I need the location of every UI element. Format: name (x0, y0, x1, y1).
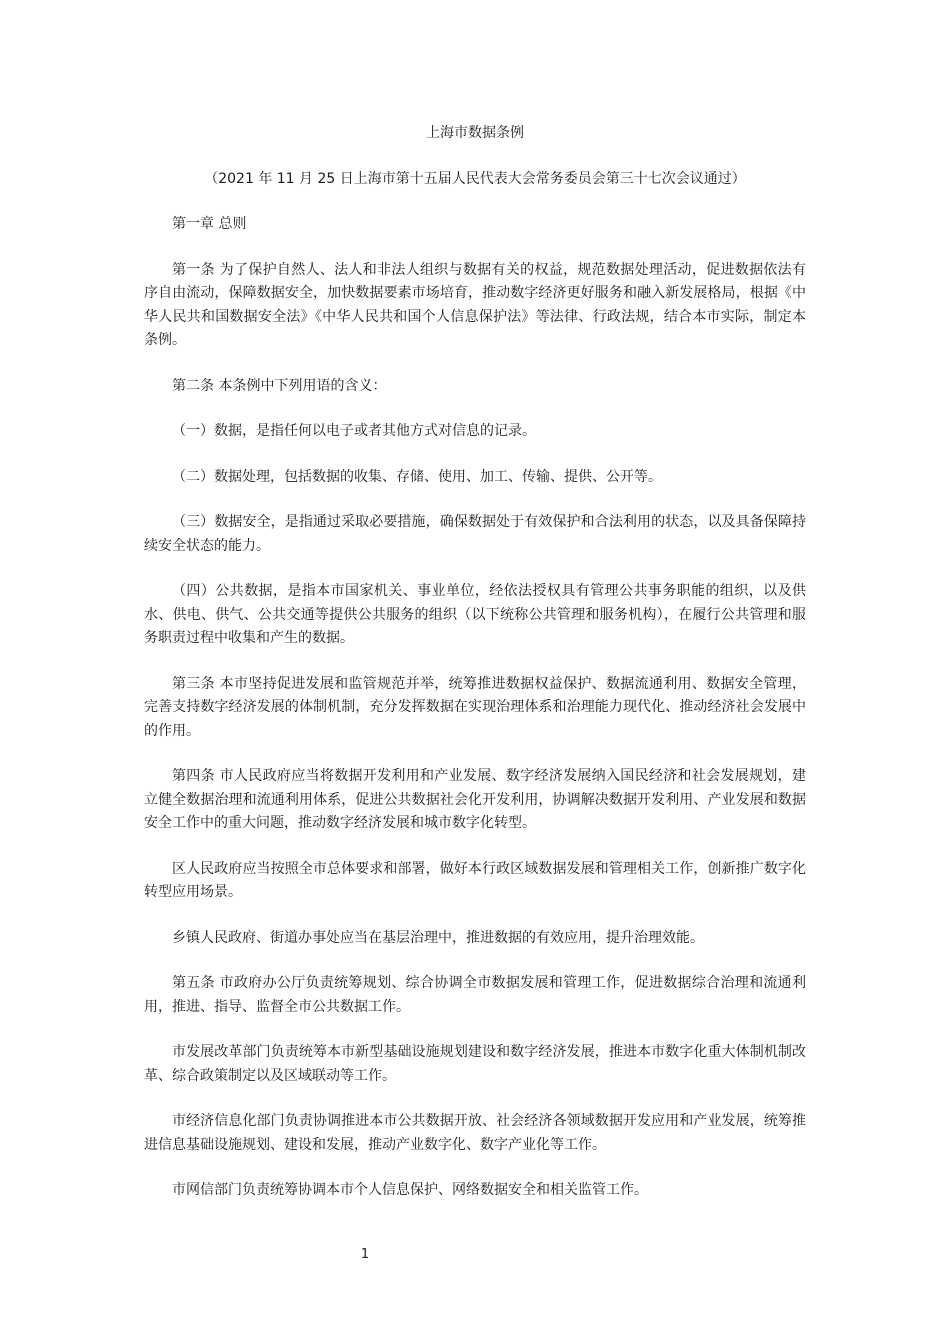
article-paragraph: （四）公共数据，是指本市国家机关、事业单位，经依法授权具有管理公共事务职能的组织，以及供水、供电、供气、公共交通等提供公共服务的组织（以下统称公共管理和服务机构），在履行公共管理和服务职责过程中收集和产生的数据。 (144, 583, 806, 646)
document-body (144, 122, 806, 1225)
article-paragraph: （三）数据安全，是指通过采取必要措施，确保数据处于有效保护和合法利用的状态，以及具备保障持续安全状态的能力。 (144, 514, 806, 554)
page-number: 1 (360, 1247, 370, 1262)
article-paragraph: 第一条 为了保护自然人、法人和非法人组织与数据有关的权益，规范数据处理活动，促进数据依法有序自由流动，保障数据安全，加快数据要素市场培育，推动数字经济更好服务和融入新发展格局，根据《中华人民共和国数据安全法》《中华人民共和国个人信息保护法》等法律、行政法规，结合本市实际，制定本条例。 (144, 261, 806, 348)
article-paragraph: 第五条 市政府办公厅负责统筹规划、综合协调全市数据发展和管理工作，促进数据综合治理和流通利用，推进、指导、监督全市公共数据工作。 (144, 975, 806, 1015)
article-paragraph: 市网信部门负责统筹协调本市个人信息保护、网络数据安全和相关监管工作。 (172, 1182, 648, 1198)
article-paragraph: 区人民政府应当按照全市总体要求和部署，做好本行政区域数据发展和管理相关工作，创新推广数字化转型应用场景。 (144, 860, 806, 900)
article-paragraph: 乡镇人民政府、街道办事处应当在基层治理中，推进数据的有效应用，提升治理效能。 (172, 929, 704, 946)
chapter-heading: 第一章 总则 (172, 216, 247, 232)
article-paragraph: （二）数据处理，包括数据的收集、存储、使用、加工、传输、提供、公开等。 (172, 468, 662, 485)
document-title: 上海市数据条例 (426, 125, 524, 141)
article-paragraph: 第二条 本条例中下列用语的含义： (172, 377, 387, 394)
article-paragraph: 第四条 市人民政府应当将数据开发利用和产业发展、数字经济发展纳入国民经济和社会发展规划，建立健全数据治理和流通利用体系，促进公共数据社会化开发利用，协调解决数据开发利用、产业发展和数据安全工作中的重大问题，推动数字经济发展和城市数字化转型。 (144, 768, 806, 831)
article-paragraph: 第三条 本市坚持促进发展和监管规范并举，统筹推进数据权益保护、数据流通利用、数据安全管理，完善支持数字经济发展的体制机制，充分发挥数据在实现治理体系和治理能力现代化、推动经济社会发展中的作用。 (144, 675, 806, 739)
article-paragraph: 市发展改革部门负责统筹本市新型基础设施规划建设和数字经济发展，推进本市数字化重大体制机制改革、综合政策制定以及区域联动等工作。 (144, 1044, 806, 1084)
article-paragraph: （一）数据，是指任何以电子或者其他方式对信息的记录。 (172, 423, 536, 439)
document-subtitle: （2021 年 11 月 25 日上海市第十五届人民代表大会常务委员会第三十七次会议通过） (204, 170, 746, 187)
article-paragraph: 市经济信息化部门负责协调推进本市公共数据开放、社会经济各领域数据开发应用和产业发展，统筹推进信息基础设施规划、建设和发展，推动产业数字化、数字产业化等工作。 (144, 1113, 806, 1153)
